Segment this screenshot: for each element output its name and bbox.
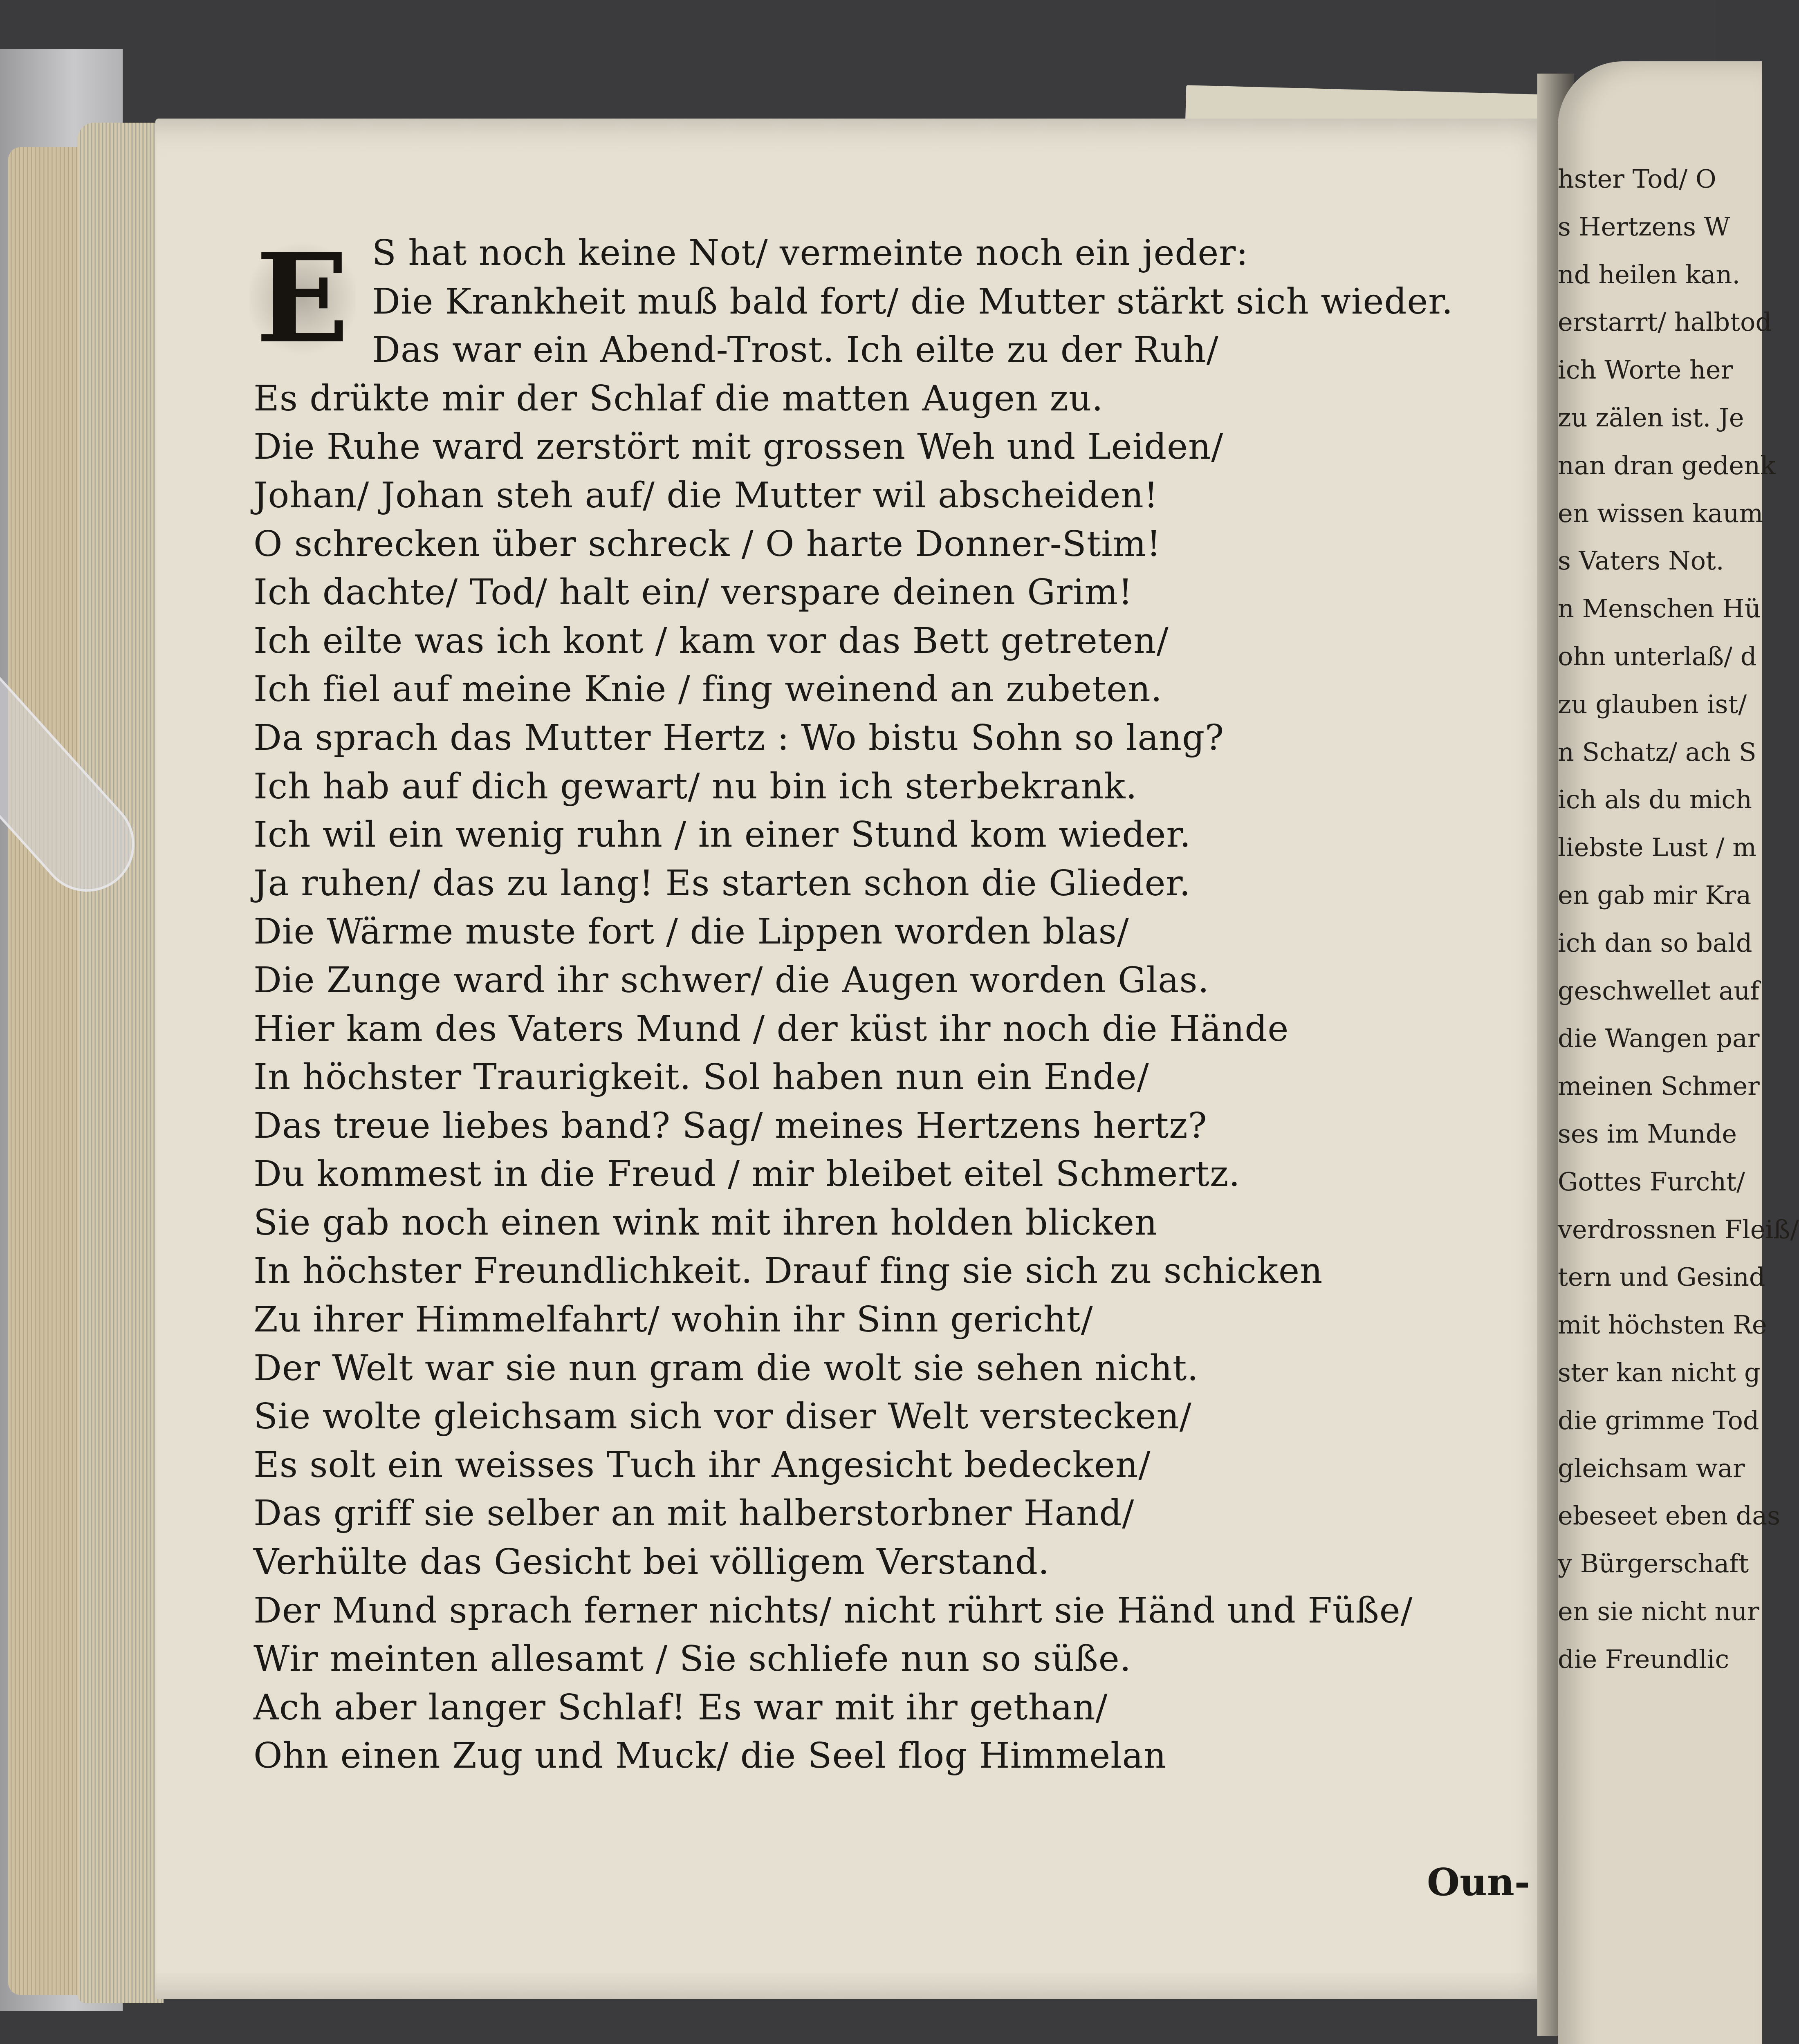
- text-line: Ich fiel auf meine Knie / fing weinend an zubeten.: [253, 669, 1163, 710]
- text-line: en gab mir Kra: [1558, 880, 1752, 910]
- text-line: ebeseet eben das: [1558, 1501, 1781, 1531]
- text-line: ich Worte her: [1558, 355, 1733, 385]
- text-line: zu zälen ist. Je: [1558, 402, 1744, 433]
- text-line: O schrecken über schreck / O harte Donner-Stim!: [253, 523, 1161, 565]
- text-line: Ja ruhen/ das zu lang! Es starten schon die Glieder.: [253, 863, 1191, 904]
- text-line: erstarrt/ halbtod: [1558, 307, 1772, 337]
- text-line: In höchster Traurigkeit. Sol haben nun ein Ende/: [253, 1057, 1149, 1098]
- text-line: Das treue liebes band? Sag/ meines Hertzens hertz?: [253, 1105, 1207, 1146]
- text-line: Der Mund sprach ferner nichts/ nicht rührt sie Händ und Füße/: [253, 1590, 1413, 1631]
- text-line: en sie nicht nur: [1558, 1596, 1759, 1626]
- catchword: Oun-: [1427, 1860, 1530, 1904]
- text-line: liebste Lust / m: [1558, 832, 1757, 863]
- text-line: verdrossnen Fleiß/: [1558, 1214, 1799, 1244]
- text-line: s Vaters Not.: [1558, 546, 1724, 576]
- text-line: Wir meinten allesamt / Sie schliefe nun so süße.: [253, 1638, 1131, 1680]
- text-line: y Bürgerschaft: [1558, 1549, 1749, 1579]
- text-line: Die Zunge ward ihr schwer/ die Augen worden Glas.: [253, 959, 1209, 1001]
- text-line: gleichsam war: [1558, 1453, 1745, 1483]
- text-line: ses im Munde: [1558, 1118, 1737, 1149]
- right-page-text: [1558, 155, 1799, 1683]
- text-line: nd heilen kan.: [1558, 259, 1741, 289]
- text-line: die Wangen par: [1558, 1023, 1760, 1053]
- text-line: n Menschen Hü: [1558, 594, 1761, 624]
- text-line: In höchster Freundlichkeit. Drauf fing sie sich zu schicken: [253, 1251, 1323, 1292]
- text-line: n Schatz/ ach S: [1558, 737, 1756, 767]
- text-line: Verhülte das Gesicht bei völligem Verstand.: [253, 1542, 1050, 1583]
- text-line: die Freundlic: [1558, 1644, 1729, 1674]
- text-line: Der Welt war sie nun gram die wolt sie sehen nicht.: [253, 1347, 1199, 1389]
- text-line: Das griff sie selber an mit halberstorbner Hand/: [253, 1493, 1135, 1534]
- text-line: tern und Gesind: [1558, 1262, 1765, 1292]
- text-line: S hat noch keine Not/ vermeinte noch ein jeder:: [372, 233, 1249, 273]
- text-line: Ich hab auf dich gewart/ nu bin ich sterbekrank.: [253, 766, 1137, 807]
- text-line: zu glauben ist/: [1558, 689, 1747, 719]
- text-line: s Hertzens W: [1558, 211, 1730, 242]
- text-line: Zu ihrer Himmelfahrt/ wohin ihr Sinn gericht/: [253, 1299, 1093, 1340]
- text-line: Ach aber langer Schlaf! Es war mit ihr gethan/: [253, 1687, 1108, 1728]
- text-line: Johan/ Johan steh auf/ die Mutter wil abscheiden!: [253, 475, 1159, 516]
- text-line: Du kommest in die Freud / mir bleibet eitel Schmertz.: [253, 1154, 1240, 1195]
- poem-text: [253, 226, 1472, 1780]
- text-line: die grimme Tod: [1558, 1405, 1759, 1435]
- text-line: ich als du mich: [1558, 784, 1752, 815]
- text-line: ster kan nicht g: [1558, 1357, 1761, 1387]
- text-line: Die Ruhe ward zerstört mit grossen Weh und Leiden/: [253, 426, 1224, 468]
- text-line: mit höchsten Re: [1558, 1310, 1767, 1340]
- text-line: geschwellet auf: [1558, 975, 1760, 1006]
- text-line: Sie gab noch einen wink mit ihren holden blicken: [253, 1202, 1158, 1243]
- text-line: Sie wolte gleichsam sich vor diser Welt verstecken/: [253, 1396, 1192, 1437]
- text-line: en wissen kaum: [1558, 498, 1763, 528]
- text-line: Die Wärme muste fort / die Lippen worden blas/: [253, 911, 1129, 953]
- text-line: Ohn einen Zug und Muck/ die Seel flog Himmelan: [253, 1735, 1167, 1777]
- text-line: ohn unterlaß/ d: [1558, 641, 1757, 671]
- text-line: Ich wil ein wenig ruhn / in einer Stund kom wieder.: [253, 814, 1191, 856]
- text-line: Es drükte mir der Schlaf die matten Augen zu.: [253, 378, 1104, 419]
- text-line: hster Tod/ O: [1558, 164, 1716, 194]
- decorated-initial: E: [249, 237, 356, 360]
- page-stack: [78, 123, 164, 2003]
- text-line: Ich dachte/ Tod/ halt ein/ verspare deinen Grim!: [253, 572, 1133, 613]
- text-line: meinen Schmer: [1558, 1071, 1760, 1101]
- text-line: Da sprach das Mutter Hertz : Wo bistu Sohn so lang?: [253, 717, 1225, 758]
- text-line: Hier kam des Vaters Mund / der küst ihr noch die Hände: [253, 1008, 1289, 1049]
- text-line: Ich eilte was ich kont / kam vor das Bett getreten/: [253, 620, 1169, 661]
- text-line: ich dan so bald: [1558, 928, 1752, 958]
- text-line: Das war ein Abend-Trost. Ich eilte zu der Ruh/: [372, 329, 1219, 371]
- text-line: Es solt ein weisses Tuch ihr Angesicht bedecken/: [253, 1444, 1151, 1486]
- text-line: Gottes Furcht/: [1558, 1166, 1745, 1197]
- text-line: nan dran gedenk: [1558, 450, 1776, 480]
- text-line: Die Krankheit muß bald fort/ die Mutter stärkt sich wieder.: [372, 281, 1454, 322]
